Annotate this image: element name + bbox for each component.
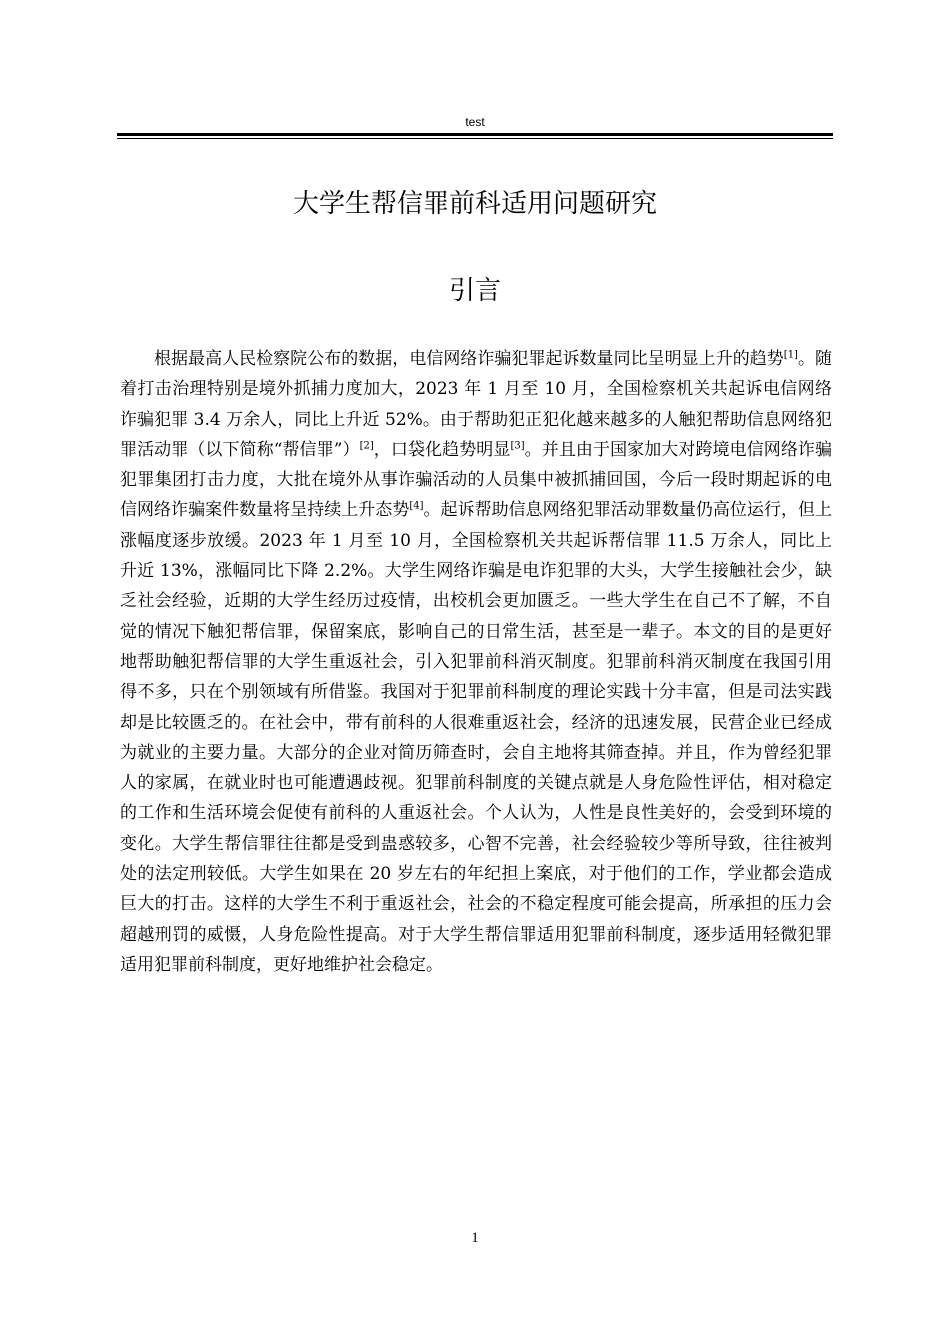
paragraph-text-2: 。随着打击治理特别是境外抓捕力度加大，2023 年 1 月至 10 月，全国检察机关共起诉电信网络诈骗犯罪 3.4 万余人，同比上升近 52%。由于帮助犯正犯化越来越多的人触犯帮助信息网络犯罪活动罪（以下简称“帮信罪”） [120, 349, 833, 460]
header-text: test [465, 115, 485, 129]
citation-2[interactable]: [2] [359, 440, 374, 452]
page-number: 1 [471, 1230, 479, 1246]
page-header [117, 113, 833, 139]
paragraph-text-1: 根据最高人民检察院公布的数据，电信网络诈骗犯罪起诉数量同比呈明显上升的趋势 [154, 349, 784, 369]
citation-3[interactable]: [3] [510, 440, 525, 452]
paragraph-text-3: ，口袋化趋势明显 [373, 439, 511, 460]
document-title: 大学生帮信罪前科适用问题研究 [292, 189, 657, 219]
paragraph-text-4: 。并且由于国家加大对跨境电信网络诈骗犯罪集团打击力度，大批在境外从事诈骗活动的人员集中被抓捕回国，今后一段时期起诉的电信网络诈骗案件数量将呈持续上升态势 [120, 439, 833, 521]
paragraph-text-5: 。起诉帮助信息网络犯罪活动罪数量仍高位运行，但上涨幅度逐步放缓。2023 年 1 月至 10 月，全国检察机关共起诉帮信罪 11.5 万余人，同比上升近 13%，涨幅同比下降 2.2%。大学生网络诈骗是电诈犯罪的大头，大学生接触社会少，缺乏社会经验，近期的大学生经历过疫情，出校机会更加匮乏。一些大学生在自己不了解，不自觉的情况下触犯帮信罪，保留案底，影响自己的日常生活，甚至是一辈子。本文的目的是更好地帮助触犯帮信罪的大学生重返社会，引入犯罪前科消灭制度。犯罪前科消灭制度在我国引用得不多，只在个别领域有所借鉴。我国对于犯罪前科制度的理论实践十分丰富，但是司法实践却是比较匮乏的。在社会中，带有前科的人很难重返社会，经济的迅速发展，民营企业已经成为就业的主要力量。大部分的企业对简历筛查时，会自主地将其筛查掉。并且，作为曾经犯罪人的家属，在就业时也可能遭遇歧视。犯罪前科制度的关键点就是人身危险性评估，相对稳定的工作和生活环境会促使有前科的人重返社会。个人认为，人性是良性美好的，会受到环境的变化。大学生帮信罪往往都是受到蛊惑较多，心智不完善，社会经验较少等所导致，往往被判处的法定刑较低。大学生如果在 20 岁左右的年纪担上案底，对于他们的工作，学业都会造成巨大的打击。这样的大学生不利于重返社会，社会的不稳定程度可能会提高，所承担的压力会超越刑罚的威慑，人身危险性提高。对于大学生帮信罪适用犯罪前科制度，逐步适用轻微犯罪适用犯罪前科制度，更好地维护社会稳定。 [120, 500, 832, 975]
citation-1[interactable]: [1] [783, 349, 798, 361]
header-rule-thin [117, 138, 833, 139]
citation-4[interactable]: [4] [409, 500, 424, 512]
body-paragraph [120, 344, 832, 980]
header-rule-thick [117, 133, 833, 136]
section-heading-introduction: 引言 [448, 276, 501, 306]
